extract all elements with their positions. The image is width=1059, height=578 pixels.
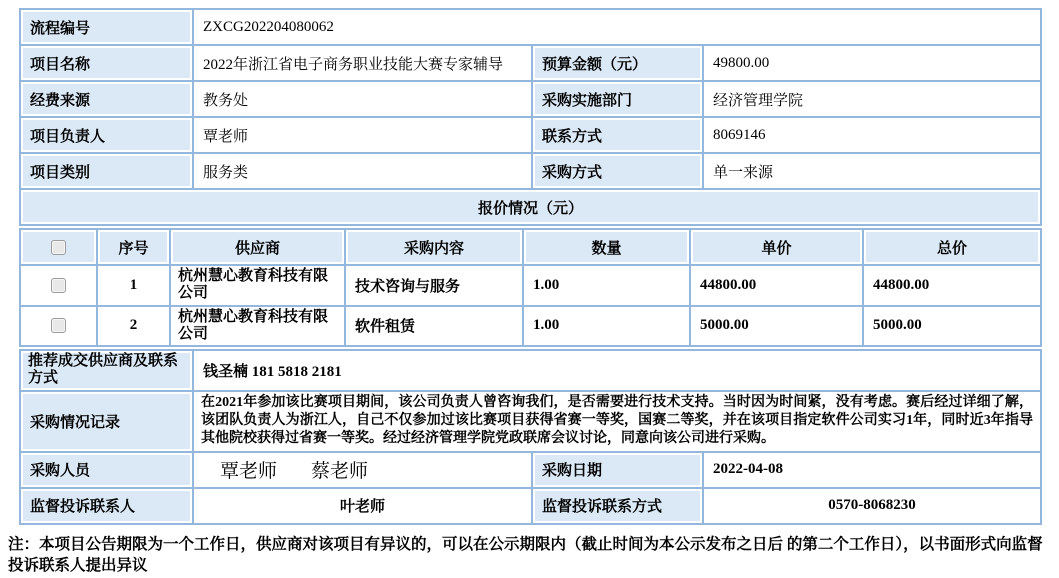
procurement-record-label: 采购情况记录: [20, 391, 193, 452]
purchasing-department-label: 采购实施部门: [532, 81, 703, 117]
recommended-supplier-value: 钱圣楠 181 5818 2181: [193, 350, 1041, 391]
staff-name: 蔡老师: [311, 461, 369, 483]
staff-name: 覃老师: [220, 461, 278, 483]
supervision-contact-label: 监督投诉联系人: [20, 488, 193, 524]
quotation-header-row: [20, 229, 1041, 265]
table-row: [20, 81, 1041, 117]
table-row: [20, 452, 1041, 488]
row-checkbox[interactable]: [51, 318, 66, 333]
unit-price-value: 5000.00: [690, 306, 863, 347]
process-number-value: ZXCG202204080062: [193, 9, 1041, 45]
procurement-method-label: 采购方式: [532, 153, 703, 189]
contact-label: 联系方式: [532, 117, 703, 153]
row-select-cell: [20, 306, 97, 347]
supplier-header: 供应商: [170, 229, 345, 265]
seq-value: 1: [97, 265, 170, 306]
project-category-label: 项目类别: [20, 153, 193, 189]
quotation-table: [19, 228, 1042, 347]
seq-header: 序号: [97, 229, 170, 265]
project-leader-value: 覃老师: [193, 117, 532, 153]
project-category-value: 服务类: [193, 153, 532, 189]
process-number-label: 流程编号: [20, 9, 193, 45]
budget-label: 预算金额（元）: [532, 45, 703, 81]
supervision-phone-label: 监督投诉联系方式: [532, 488, 703, 524]
table-row: [20, 350, 1041, 391]
announcement-note: 注：本项目公告期限为一个工作日，供应商对该项目有异议的，可以在公示期限内（截止时间为本公示发布之日后 的第二个工作日），以书面形式向监督投诉联系人提出异议: [8, 535, 1043, 574]
total-price-value: 44800.00: [863, 265, 1041, 306]
select-all-checkbox[interactable]: [51, 240, 66, 255]
content-value: 软件租赁: [345, 306, 523, 347]
table-row: [20, 9, 1041, 45]
qty-value: 1.00: [523, 265, 690, 306]
total-price-header: 总价: [863, 229, 1041, 265]
procurement-record-value: 在2021年参加该比赛项目期间，该公司负责人曾咨询我们，是否需要进行技术支持。当时因为时间紧，没有考虑。赛后经过详细了解，该团队负责人为浙江人，自己不仅参加过该比赛项目获得省赛一等奖，国赛二等奖，并在该项目指定软件公司实习1年，同时近3年指导其他院校获得过省赛一等奖。经过经济管理学院党政联席会议讨论，同意向该公司进行采购。: [193, 391, 1041, 452]
table-row: [20, 45, 1041, 81]
table-row: [20, 189, 1041, 225]
supplier-value: 杭州慧心教育科技有限公司: [170, 306, 345, 347]
funding-source-value: 教务处: [193, 81, 532, 117]
purchasing-staff-label: 采购人员: [20, 452, 193, 488]
quotation-section-header: 报价情况（元）: [20, 189, 1041, 225]
seq-value: 2: [97, 306, 170, 347]
table-row: [20, 391, 1041, 452]
funding-source-label: 经费来源: [20, 81, 193, 117]
table-row: [20, 153, 1041, 189]
procurement-method-value: 单一来源: [703, 153, 1041, 189]
table-row: [20, 117, 1041, 153]
unit-price-value: 44800.00: [690, 265, 863, 306]
project-info-table: [19, 8, 1042, 226]
select-all-cell: [20, 229, 97, 265]
project-leader-label: 项目负责人: [20, 117, 193, 153]
supplier-value: 杭州慧心教育科技有限公司: [170, 265, 345, 306]
qty-value: 1.00: [523, 306, 690, 347]
purchase-date-value: 2022-04-08: [703, 452, 1041, 488]
supervision-contact-value: 叶老师: [193, 488, 532, 524]
project-name-value: 2022年浙江省电子商务职业技能大赛专家辅导: [193, 45, 532, 81]
summary-table: [19, 349, 1042, 525]
recommended-supplier-label: 推荐成交供应商及联系方式: [20, 350, 193, 391]
content-header: 采购内容: [345, 229, 523, 265]
row-checkbox[interactable]: [51, 278, 66, 293]
quotation-row: [20, 306, 1041, 347]
table-row: [20, 488, 1041, 524]
total-price-value: 5000.00: [863, 306, 1041, 347]
purchasing-department-value: 经济管理学院: [703, 81, 1041, 117]
purchase-date-label: 采购日期: [532, 452, 703, 488]
project-name-label: 项目名称: [20, 45, 193, 81]
purchasing-staff-value: [193, 452, 532, 488]
row-select-cell: [20, 265, 97, 306]
qty-header: 数量: [523, 229, 690, 265]
budget-value: 49800.00: [703, 45, 1041, 81]
contact-value: 8069146: [703, 117, 1041, 153]
content-value: 技术咨询与服务: [345, 265, 523, 306]
unit-price-header: 单价: [690, 229, 863, 265]
supervision-phone-value: 0570-8068230: [703, 488, 1041, 524]
quotation-row: [20, 265, 1041, 306]
